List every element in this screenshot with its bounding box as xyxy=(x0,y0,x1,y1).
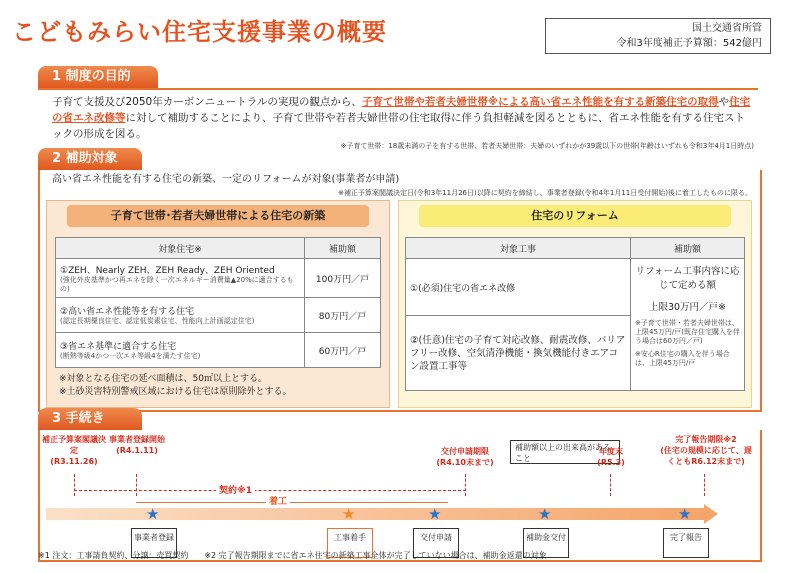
step-registration: 事業者登録 xyxy=(131,528,177,558)
reform-amount-cell xyxy=(631,259,745,391)
purpose-note: ※子育て世帯：18歳未満の子を有する世帯、若者夫婦世帯：夫婦のいずれかが39歳以下の世帯(年齢はいずれも令和3年4月1日時点) xyxy=(340,142,754,150)
construction-span xyxy=(136,502,448,503)
step-construction: 工事着手 xyxy=(327,528,373,558)
milestone-registration xyxy=(106,434,168,456)
section2-heading: 2 補助対象 xyxy=(38,148,142,170)
new-build-panel xyxy=(46,200,390,408)
reform-col-work: 対象工事 xyxy=(406,238,631,259)
milestone-registration-label: 事業者登録開始 xyxy=(109,435,165,444)
timeline-arrowhead xyxy=(704,504,718,524)
table-row xyxy=(56,259,381,298)
milestone-fiscal-end-label: 年度末 xyxy=(599,447,623,456)
new-build-title: 子育て世帯･若者夫婦世帯による住宅の新築 xyxy=(67,205,369,227)
milestone-application-label: 交付申請期限 xyxy=(441,447,489,456)
milestone-fiscal-end-date: (R5.3) xyxy=(597,458,625,467)
section3-heading: 3 手続き xyxy=(38,408,142,430)
construction-label: 着工 xyxy=(266,494,290,507)
purpose-part-a: 子育て支援及び2050年カーボンニュートラルの実現の観点から、 xyxy=(52,96,362,108)
star-icon: ★ xyxy=(678,505,692,523)
table-row xyxy=(56,333,381,368)
new-build-footnotes xyxy=(59,373,292,399)
table-row xyxy=(406,259,745,316)
milestone-report-date: (住宅の規模に応じて、遅くともR6.12末まで) xyxy=(660,446,752,466)
section-procedure xyxy=(38,408,762,562)
milestone-registration-date: (R4.1.11) xyxy=(116,446,158,455)
step-application: 交付申請 xyxy=(413,528,459,558)
contract-span xyxy=(74,490,466,491)
star-icon: ★ xyxy=(428,505,442,523)
section2-body xyxy=(38,170,762,412)
dash-line xyxy=(74,474,75,496)
reform-amount-cap: 上限30万円／戸※ xyxy=(648,302,727,313)
reform-panel xyxy=(398,200,752,408)
milestone-report-label: 完了報告期限※2 xyxy=(675,435,737,444)
new-row2-amount: 80万円／戸 xyxy=(305,298,381,333)
new-row2-sub: (認定長期優良住宅、認定低炭素住宅、性能向上計画認定住宅) xyxy=(60,317,255,325)
new-col-amount: 補助額 xyxy=(305,238,381,259)
page-footnote: ※1 注文：工事請負契約、分譲：売買契約 ※2 完了報告期限までに省エネ住宅の新築工事全体が完了していない場合は、補助金返還の対象 xyxy=(38,551,547,560)
table-row xyxy=(56,298,381,333)
reform-title: 住宅のリフォーム xyxy=(419,205,731,227)
purpose-part-c: や xyxy=(718,96,730,108)
reform-amount-note2: ※安心R住宅の購入を伴う場合は、上限45万円/戸 xyxy=(635,350,730,367)
section-targets xyxy=(38,148,762,412)
reform-table xyxy=(405,237,745,391)
new-build-table xyxy=(55,237,381,368)
new-foot1: ※対象となる住宅の延べ面積は、50㎡以上とする。 xyxy=(59,374,267,384)
step-report: 完了報告 xyxy=(663,528,709,558)
dash-line xyxy=(610,474,611,496)
timeline-bar xyxy=(46,505,704,523)
dash-line xyxy=(136,474,137,496)
budget-amount: 令和3年度補正予算額：542億円 xyxy=(616,38,762,49)
milestone-report xyxy=(658,434,754,467)
callout-progress: 補助額以上の出来高があること xyxy=(510,440,620,464)
new-row2-main: ②高い省エネ性能等を有する住宅 xyxy=(60,307,195,317)
milestone-application-date: (R4.10末まで) xyxy=(436,458,494,467)
reform-amount-note1: ※子育て世帯・若者夫婦世帯は、上限45万円/戸(既存住宅購入を伴う場合は60万円／戸) xyxy=(635,319,740,345)
new-row3-sub: (断熱等級4かつ一次エネ等級4を満たす住宅) xyxy=(60,352,201,360)
dash-line xyxy=(704,474,705,496)
star-icon: ★ xyxy=(146,505,160,523)
milestone-budget xyxy=(40,434,108,467)
section1-body xyxy=(38,88,758,151)
dash-line xyxy=(465,474,466,496)
reform-col-amount: 補助額 xyxy=(631,238,745,259)
section1-heading: 1 制度の目的 xyxy=(38,66,158,88)
milestone-application xyxy=(430,446,500,468)
new-foot2: ※土砂災害特別警戒区域における住宅は原則除外とする。 xyxy=(59,387,292,397)
budget-box xyxy=(545,18,771,54)
purpose-highlight-new: 子育て世帯や若者夫婦世帯※による高い省エネ性能を有する新築住宅の取得 xyxy=(361,96,719,108)
milestone-budget-date: (R3.11.26) xyxy=(50,457,98,466)
page-title: こどもみらい住宅支援事業の概要 xyxy=(12,18,387,46)
section-purpose xyxy=(38,66,758,151)
reform-row1: ①(必須)住宅の省エネ改修 xyxy=(406,259,631,316)
star-icon: ★ xyxy=(538,505,552,523)
reform-amount-text: リフォーム工事内容に応じて定める額 xyxy=(635,266,740,291)
new-row3-amount: 60万円／戸 xyxy=(305,333,381,368)
new-row1-sub: (強化外皮基準かつ再エネを除く一次エネルギー消費量▲20%に適合するもの) xyxy=(60,275,294,293)
purpose-text xyxy=(52,94,754,142)
section3-body xyxy=(38,430,762,562)
purpose-highlight-reform: 住宅の省エネ改修等 xyxy=(52,96,751,124)
contract-label: 契約※1 xyxy=(216,483,255,496)
purpose-part-e: に対して補助することにより、子育て世帯や若者夫婦世帯の住宅取得に伴う負担軽減を図るとともに、省エネ性能を有する住宅ストックの形成を図る。 xyxy=(52,112,745,140)
target-note: ※補正予算案閣議決定日(令和3年11月26日)以降に契約を締結し、事業者登録(令和4年1月11日受付開始)後に着工したものに限る。 xyxy=(338,189,752,197)
new-row3-main: ③省エネ基準に適合する住宅 xyxy=(60,342,177,352)
milestone-budget-label: 補正予算案閣議決定 xyxy=(42,435,106,455)
new-col-target: 対象住宅※ xyxy=(56,238,305,259)
new-row1-amount: 100万円／戸 xyxy=(305,259,381,298)
step-subsidy: 補助金交付 xyxy=(523,528,569,558)
budget-ministry: 国土交通省所管 xyxy=(692,23,762,34)
target-intro: 高い省エネ性能を有する住宅の新築、一定のリフォームが対象(事業者が申請) xyxy=(52,174,400,185)
star-icon: ★ xyxy=(342,505,356,523)
reform-row2: ②(任意)住宅の子育て対応改修、耐震改修、バリアフリー改修、空気清浄機能・換気機能付きエアコン設置工事等 xyxy=(406,316,631,391)
new-row1-main: ①ZEH、Nearly ZEH、ZEH Ready、ZEH Oriented xyxy=(60,265,275,276)
milestone-fiscal-end xyxy=(588,446,634,468)
